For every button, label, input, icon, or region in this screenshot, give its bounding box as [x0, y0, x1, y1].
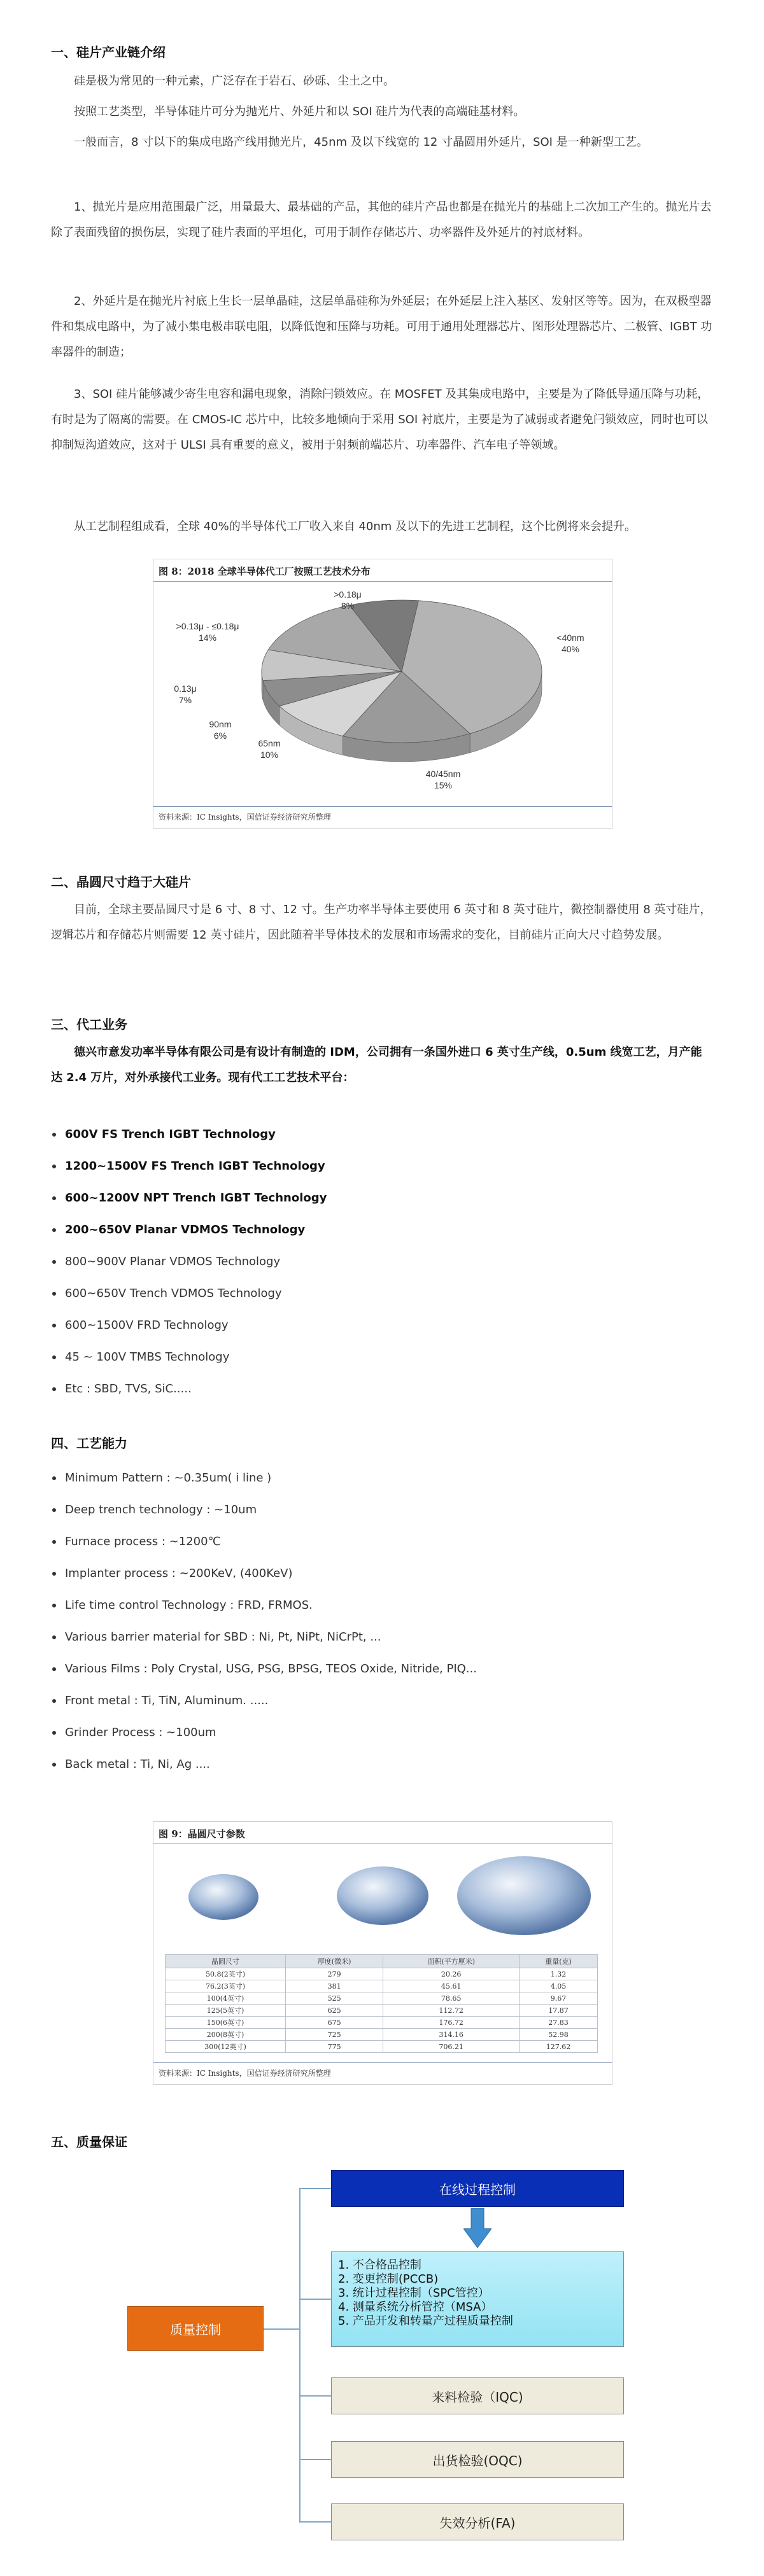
online-process-control-box: 在线过程控制	[331, 2170, 624, 2207]
section-heading-4: 四、工艺能力	[51, 1436, 127, 1451]
table-cell: 125(5英寸)	[166, 2005, 286, 2017]
table-row	[166, 2029, 598, 2041]
divider	[153, 806, 612, 807]
table-header-cell: 面积(平方厘米)	[383, 1955, 520, 1968]
wafer-medium	[337, 1866, 428, 1925]
list-item: 800~900V Planar VDMOS Technology	[51, 1246, 713, 1278]
table-cell: 675	[286, 2017, 383, 2029]
pie-label-013: 0.13μ 7%	[174, 683, 197, 705]
paragraph: 硅是极为常见的一种元素，广泛存在于岩石、砂砾、尘土之中。	[74, 74, 395, 88]
connector	[264, 2328, 299, 2330]
list-item: Implanter process : ~200KeV, (400KeV)	[51, 1558, 713, 1590]
section-heading-3: 三、代工业务	[51, 1017, 127, 1032]
figure-title-bar	[153, 559, 612, 582]
paragraph: 3、SOI 硅片能够减少寄生电容和漏电现象，消除闩锁效应。在 MOSFET 及其集成电路中，主要是为了降低导通压降与功耗，有时是为了隔离的需要。在 CMOS-IC 芯片中，比较多地倾向于采用 SOI 衬底片，主要是为了减弱或者避免闩锁效应，同时也可以抑制短沟道效应，这对于 ULSI 具有重要的意义，被用于射频前端芯片、功率器件、汽车电子等领域。	[51, 388, 709, 452]
foundry-tech-list	[51, 1119, 713, 1405]
table-row	[166, 2005, 598, 2017]
list-item: 600~1500V FRD Technology	[51, 1310, 713, 1341]
table-cell: 45.61	[383, 1980, 520, 1992]
table-row	[166, 2017, 598, 2029]
table-cell: 279	[286, 1968, 383, 1980]
paragraph: 从工艺制程组成看，全球 40%的半导体代工厂收入来自 40nm 及以下的先进工艺制程，这个比例将来会提升。	[74, 520, 637, 533]
table-header-cell: 厚度(微米)	[286, 1955, 383, 1968]
paragraph: 按照工艺类型，半导体硅片可分为抛光片、外延片和以 SOI 硅片为代表的高端硅基材料。	[74, 105, 525, 118]
quality-control-box: 质量控制	[127, 2306, 264, 2351]
table-body	[166, 1968, 598, 2053]
table-cell: 27.83	[520, 2017, 598, 2029]
table-cell: 20.26	[383, 1968, 520, 1980]
connector	[299, 2521, 331, 2523]
table-row	[166, 1992, 598, 2005]
table-row	[166, 1968, 598, 1980]
table-row	[166, 2041, 598, 2053]
section-heading-1: 一、硅片产业链介绍	[51, 45, 166, 60]
list-item: 200~650V Planar VDMOS Technology	[51, 1214, 713, 1246]
list-item: Various barrier material for SBD : Ni, Pt, NiPt, NiCrPt, ...	[51, 1621, 713, 1653]
table-cell: 100(4英寸)	[166, 1992, 286, 2005]
connector	[299, 2299, 331, 2300]
table-cell: 625	[286, 2005, 383, 2017]
table-cell: 300(12英寸)	[166, 2041, 286, 2053]
paragraph: 1、抛光片是应用范围最广泛，用量最大、最基础的产品，其他的硅片产品也都是在抛光片的基础上二次加工产生的。抛光片去除了表面残留的损伤层，实现了硅片表面的平坦化，可用于制作存储芯片、功率器件及外延片的衬底材料。	[51, 200, 712, 239]
list-item: Furnace process : ~1200℃	[51, 1526, 713, 1558]
table-cell: 176.72	[383, 2017, 520, 2029]
list-item: Back metal : Ti, Ni, Ag ....	[51, 1749, 713, 1781]
connector	[299, 2188, 301, 2523]
connector	[299, 2188, 331, 2189]
table-header-cell: 重量(克)	[520, 1955, 598, 1968]
list-item: Deep trench technology : ~10um	[51, 1494, 713, 1526]
pie-chart	[153, 582, 612, 805]
company-name: 德兴市意发功率半导体有限公司是有设计有制造的 IDM，	[74, 1046, 367, 1059]
table-cell: 725	[286, 2029, 383, 2041]
quality-item: 3. 统计过程控制（SPC管控）	[338, 2286, 490, 2300]
table-cell: 381	[286, 1980, 383, 1992]
quality-item: 1. 不合格品控制	[338, 2258, 421, 2272]
wafer-table	[165, 1954, 598, 2053]
pie-label-gt018: >0.18μ 8%	[334, 589, 362, 611]
list-item: Life time control Technology : FRD, FRMOS.	[51, 1590, 713, 1621]
figure-title: 图 8：2018 全球半导体代工厂按照工艺技术分布	[159, 566, 371, 577]
table-cell: 314.16	[383, 2029, 520, 2041]
list-item: 45 ~ 100V TMBS Technology	[51, 1341, 713, 1373]
connector	[299, 2395, 331, 2397]
paragraph: 一般而言，8 寸以下的集成电路产线用抛光片，45nm 及以下线宽的 12 寸晶圆用外延片，SOI 是一种新型工艺。	[74, 136, 648, 149]
table-cell: 127.62	[520, 2041, 598, 2053]
wafer-small	[188, 1874, 258, 1920]
table-cell: 706.21	[383, 2041, 520, 2053]
quality-item: 2. 变更控制(PCCB)	[338, 2272, 439, 2286]
paragraph	[51, 1040, 713, 1091]
list-item: Grinder Process : ~100um	[51, 1717, 713, 1749]
pie-label-90: 90nm 6%	[209, 719, 232, 741]
wafer-illustration	[153, 1845, 612, 1953]
section-heading-2: 二、晶圆尺寸趋于大硅片	[51, 874, 191, 890]
figure-wafer-size	[153, 1821, 612, 2085]
table-cell: 1.32	[520, 1968, 598, 1980]
table-cell: 112.72	[383, 2005, 520, 2017]
table-cell: 78.65	[383, 1992, 520, 2005]
table-cell: 200(8英寸)	[166, 2029, 286, 2041]
connector	[299, 2459, 331, 2460]
table-cell: 52.98	[520, 2029, 598, 2041]
table-header-row	[166, 1955, 598, 1968]
fa-box: 失效分析(FA)	[331, 2503, 624, 2540]
quality-item: 5. 产品开发和转量产过程质量控制	[338, 2314, 513, 2328]
figure-pie-chart	[153, 559, 612, 829]
list-item: 600~650V Trench VDMOS Technology	[51, 1278, 713, 1310]
table-cell: 17.87	[520, 2005, 598, 2017]
pie-label-013-018: >0.13μ - ≤0.18μ 14%	[176, 621, 239, 643]
company-description: 公司拥有一条国外进口 6 英寸生产线，0.5um 线宽工艺，月产能达 2.4 万片，对外承接代工业务。现有代工工艺技术平台：	[51, 1046, 702, 1084]
pie-label-65: 65nm 10%	[258, 738, 281, 760]
table-header-cell: 晶圆尺寸	[166, 1955, 286, 1968]
list-item: 600~1200V NPT Trench IGBT Technology	[51, 1182, 713, 1214]
table-cell: 150(6英寸)	[166, 2017, 286, 2029]
table-cell: 9.67	[520, 1992, 598, 2005]
table-cell: 50.8(2英寸)	[166, 1968, 286, 1980]
quality-items-box	[331, 2251, 624, 2347]
table-cell: 525	[286, 1992, 383, 2005]
figure-title: 图 9：晶圆尺寸参数	[159, 1828, 245, 1840]
divider	[153, 2062, 612, 2063]
list-item: Various Films : Poly Crystal, USG, PSG, BPSG, TEOS Oxide, Nitride, PIQ...	[51, 1653, 713, 1685]
table-cell: 775	[286, 2041, 383, 2053]
iqc-box: 来料检验（IQC)	[331, 2377, 624, 2414]
list-item: Minimum Pattern : ~0.35um( i line )	[51, 1462, 713, 1494]
list-item: 1200~1500V FS Trench IGBT Technology	[51, 1151, 713, 1182]
pie-label-40-45: 40/45nm 15%	[425, 769, 461, 790]
figure-source: 资料来源：IC Insights，国信证券经济研究所整理	[159, 813, 331, 822]
oqc-box: 出货检验(OQC)	[331, 2441, 624, 2478]
figure-title-bar	[153, 1822, 612, 1844]
table-cell: 4.05	[520, 1980, 598, 1992]
section-heading-5: 五、质量保证	[51, 2134, 127, 2150]
table-row	[166, 1980, 598, 1992]
arrow-down-icon	[463, 2208, 492, 2249]
paragraph: 目前，全球主要晶圆尺寸是 6 寸、8 寸、12 寸。生产功率半导体主要使用 6 英寸和 8 英寸硅片，微控制器使用 8 英寸硅片，逻辑芯片和存储芯片则需要 12 英寸硅片，因此随着半导体技术的发展和市场需求的变化，目前硅片正向大尺寸趋势发展。	[51, 903, 712, 942]
list-item: Etc : SBD, TVS, SiC.....	[51, 1373, 713, 1405]
paragraph: 2、外延片是在抛光片衬底上生长一层单晶硅，这层单晶硅称为外延层；在外延层上注入基区、发射区等等。因为，在双极型器件和集成电路中，为了减小集电极串联电阻，以降低饱和压降与功耗。可用于通用处理器芯片、图形处理器芯片、二极管、IGBT 功率器件的制造；	[51, 295, 712, 359]
list-item: Front metal : Ti, TiN, Aluminum. .....	[51, 1685, 713, 1717]
figure-source: 资料来源：IC Insights，国信证券经济研究所整理	[159, 2069, 331, 2078]
wafer-large	[457, 1856, 591, 1935]
pie-label-lt40: <40nm 40%	[556, 633, 584, 654]
table-cell: 76.2(3英寸)	[166, 1980, 286, 1992]
process-capability-list	[51, 1462, 713, 1781]
quality-item: 4. 测量系统分析管控（MSA）	[338, 2300, 493, 2314]
list-item: 600V FS Trench IGBT Technology	[51, 1119, 713, 1151]
